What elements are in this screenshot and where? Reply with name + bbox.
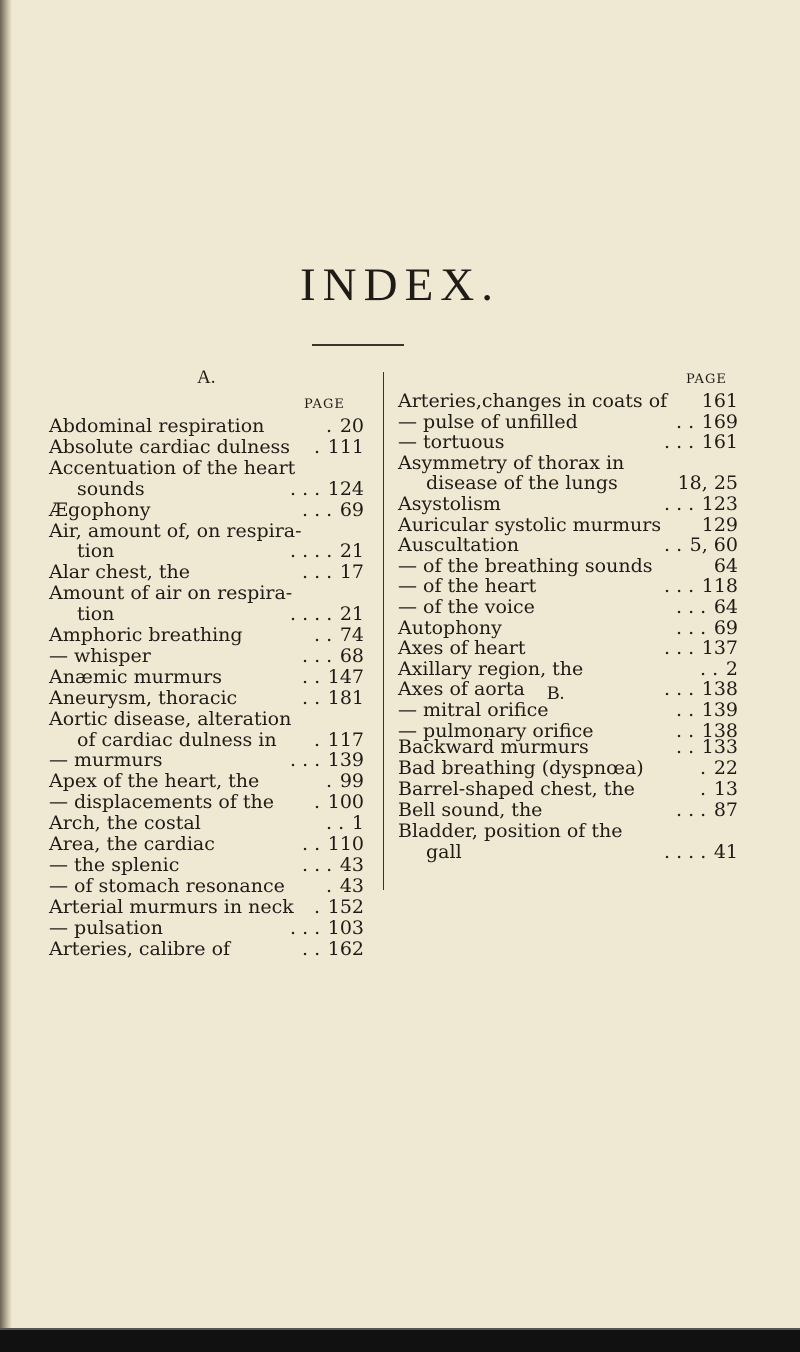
index-term: — pulse of unfilled xyxy=(398,410,578,433)
index-term: Auscultation xyxy=(398,534,520,557)
leader-dots: . . . xyxy=(302,853,333,876)
page-number: 99 xyxy=(339,770,364,793)
page-number: 161 xyxy=(701,431,738,454)
page-number: 43 xyxy=(339,853,364,876)
page-number: 1 xyxy=(351,812,364,835)
leader-dots: . . . xyxy=(664,575,695,598)
section-letter-b: B. xyxy=(547,683,565,704)
leader-dots: . xyxy=(700,778,707,800)
index-term: Accentuation of the heart xyxy=(49,456,296,479)
leader-dots: . . xyxy=(314,624,333,646)
index-term: Axes of heart xyxy=(398,637,526,660)
leader-dots: . . xyxy=(700,657,719,680)
page-number: 20 xyxy=(339,415,364,437)
page-number: 21 xyxy=(339,540,364,563)
leader-dots: . . . xyxy=(302,561,333,584)
right-index-column-b xyxy=(398,735,738,885)
index-term: tion xyxy=(77,603,115,626)
page-number: 138 xyxy=(701,678,738,701)
page-number: 110 xyxy=(327,833,364,855)
index-term: Ægophony xyxy=(49,498,151,521)
section-letter-a: A. xyxy=(197,367,216,388)
leader-dots: . . . . xyxy=(290,540,333,563)
index-entry xyxy=(49,937,364,961)
index-term: Arteries, calibre of xyxy=(49,937,231,960)
index-term: Bell sound, the xyxy=(398,799,543,821)
index-term: Bladder, position of the xyxy=(398,820,623,842)
leader-dots: . . . xyxy=(664,431,695,454)
leader-dots: . xyxy=(326,874,333,897)
index-term: Bad breathing (dyspnœa) xyxy=(398,757,644,779)
leader-dots: . . . xyxy=(302,498,333,521)
leader-dots: . . . xyxy=(664,678,695,701)
index-term: Barrel-shaped chest, the xyxy=(398,778,635,800)
leader-dots: . xyxy=(314,728,321,751)
page-number: 43 xyxy=(339,874,364,897)
page-number: 124 xyxy=(327,477,364,500)
index-term: tion xyxy=(77,540,115,563)
page-number: 100 xyxy=(327,791,364,814)
page-number: 147 xyxy=(327,665,364,688)
index-term: Axillary region, the xyxy=(398,657,584,680)
left-index-column xyxy=(49,414,364,960)
index-term: Arteries,changes in coats of xyxy=(398,390,668,412)
page-number: 13 xyxy=(713,778,738,800)
index-term: Auricular systolic murmurs xyxy=(398,513,662,536)
leader-dots: . . . xyxy=(664,637,695,660)
index-term: Aortic disease, alteration xyxy=(49,707,292,730)
page-number: 139 xyxy=(327,749,364,772)
leader-dots: . . . xyxy=(290,916,321,939)
page-number: 118 xyxy=(701,575,738,598)
page-number: 169 xyxy=(701,410,738,433)
index-term: — displacements of the xyxy=(49,791,275,814)
page-number: 161 xyxy=(701,390,738,412)
leader-dots: . . xyxy=(676,736,695,758)
index-term: — of the voice xyxy=(398,596,535,618)
page-number: 64 xyxy=(713,596,738,618)
left-page-header: PAGE xyxy=(304,397,345,412)
page-number: 18, 25 xyxy=(677,472,738,495)
index-term: Aneurysm, thoracic xyxy=(49,686,238,709)
index-term: Autophony xyxy=(398,616,502,639)
page-number: 111 xyxy=(327,435,364,458)
leader-dots: . . xyxy=(676,410,695,433)
leader-dots: . . xyxy=(302,833,321,855)
page-number: 162 xyxy=(327,937,364,960)
index-term: — pulmonary orifice xyxy=(398,719,594,742)
page-number: 69 xyxy=(713,616,738,639)
index-term: Alar chest, the xyxy=(49,561,190,584)
page-number: 17 xyxy=(339,561,364,584)
leader-dots: . . . xyxy=(290,749,321,772)
page-number: 87 xyxy=(713,799,738,821)
index-term: disease of the lungs xyxy=(426,472,618,495)
page-number: 74 xyxy=(339,624,364,646)
leader-dots: . xyxy=(314,791,321,814)
leader-dots: . . xyxy=(326,812,345,835)
leader-dots: . . . xyxy=(302,644,333,667)
page-number: 152 xyxy=(327,895,364,918)
index-term: Anæmic murmurs xyxy=(49,665,223,688)
page-number: 139 xyxy=(701,699,738,721)
index-term: gall xyxy=(426,841,462,863)
index-term: of cardiac dulness in xyxy=(77,728,277,751)
page-number: 41 xyxy=(713,841,738,863)
index-term: Asystolism xyxy=(398,493,501,515)
page-number: 5, 60 xyxy=(689,534,738,557)
page-number: 129 xyxy=(701,513,738,536)
leader-dots: . xyxy=(314,435,321,458)
page-number: 69 xyxy=(339,498,364,521)
page-number: 133 xyxy=(701,736,738,758)
index-term: Asymmetry of thorax in xyxy=(398,451,625,474)
index-term: Arch, the costal xyxy=(49,812,201,835)
index-term: sounds xyxy=(77,477,145,500)
leader-dots: . . . . xyxy=(290,603,333,626)
index-term: Area, the cardiac xyxy=(49,833,215,855)
page-number: 181 xyxy=(327,686,364,709)
index-term: Amount of air on respira- xyxy=(49,582,293,605)
page-binding-edge xyxy=(0,0,12,1350)
leader-dots: . . . . xyxy=(664,841,707,863)
index-term: Abdominal respiration xyxy=(49,415,265,437)
index-term: — tortuous xyxy=(398,431,505,454)
index-term: Amphoric breathing xyxy=(49,624,243,646)
leader-dots: . . xyxy=(302,937,321,960)
page-number: 137 xyxy=(701,637,738,660)
leader-dots: . xyxy=(700,757,707,779)
index-term: Absolute cardiac dulness xyxy=(49,435,291,458)
index-term: Apex of the heart, the xyxy=(49,770,260,793)
scan-bottom-edge xyxy=(0,1328,800,1352)
index-term: — whisper xyxy=(49,644,151,667)
page-number: 64 xyxy=(713,554,738,577)
page-number: 117 xyxy=(327,728,364,751)
index-term: — of stomach resonance xyxy=(49,874,285,897)
leader-dots: . . . xyxy=(664,493,695,515)
leader-dots: . . . xyxy=(676,799,707,821)
index-term: — murmurs xyxy=(49,749,163,772)
page-number: 68 xyxy=(339,644,364,667)
index-term: — mitral orifice xyxy=(398,699,549,721)
index-term: — of the heart xyxy=(398,575,537,598)
index-term: Arterial murmurs in neck xyxy=(49,895,294,918)
page-number: 123 xyxy=(701,493,738,515)
leader-dots: . . . xyxy=(676,616,707,639)
leader-dots: . . xyxy=(676,699,695,721)
title-rule xyxy=(312,344,404,346)
leader-dots: . . . xyxy=(676,596,707,618)
index-term: Axes of aorta xyxy=(398,678,525,701)
index-term: — of the breathing sounds xyxy=(398,554,653,577)
page-number: 22 xyxy=(713,757,738,779)
leader-dots: . . . xyxy=(290,477,321,500)
leader-dots: . . xyxy=(302,686,321,709)
page-number: 138 xyxy=(701,719,738,742)
index-entry xyxy=(398,840,738,864)
leader-dots: . . xyxy=(676,719,695,742)
page-number: 103 xyxy=(327,916,364,939)
leader-dots: . xyxy=(326,415,333,437)
leader-dots: . xyxy=(326,770,333,793)
leader-dots: . xyxy=(314,895,321,918)
page-number: 2 xyxy=(725,657,738,680)
index-term: Air, amount of, on respira- xyxy=(49,519,302,542)
index-term: — pulsation xyxy=(49,916,163,939)
leader-dots: . . xyxy=(664,534,683,557)
page-title: INDEX. xyxy=(300,259,500,311)
index-term: Backward murmurs xyxy=(398,736,589,758)
right-page-header: PAGE xyxy=(686,372,727,387)
index-term: — the splenic xyxy=(49,853,180,876)
leader-dots: . . xyxy=(302,665,321,688)
column-divider xyxy=(383,372,384,890)
page-number: 21 xyxy=(339,603,364,626)
